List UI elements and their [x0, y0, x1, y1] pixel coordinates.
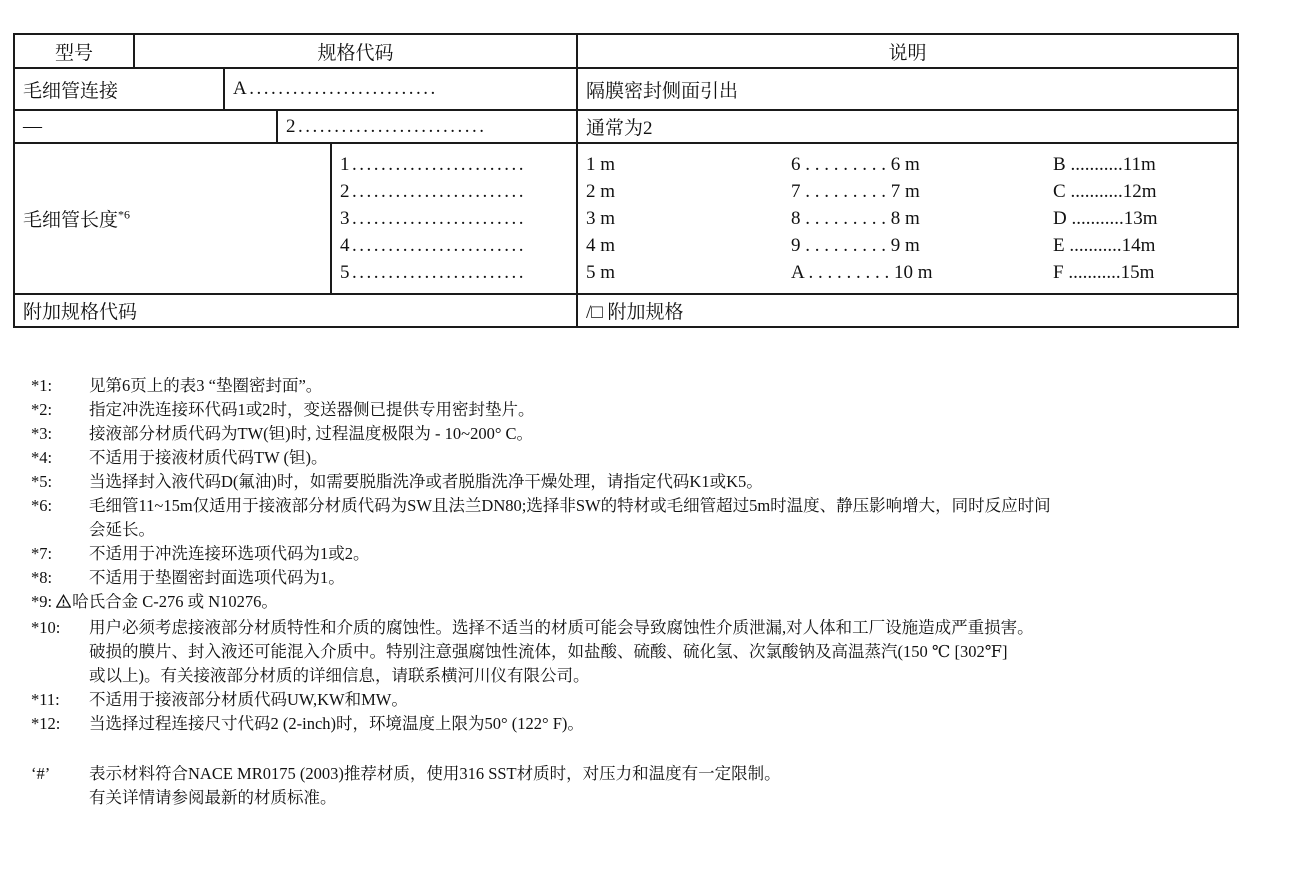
- footnote-12: *12: 当选择过程连接尺寸代码2 (2-inch)时，环境温度上限为50° (122° F)。: [13, 712, 1292, 736]
- footnote-6: *6: 毛细管11~15m仅适用于接液部分材质代码为SW且法兰DN80;选择非SW的特材或毛细管超过5m时温度、静压影响增大，同时反应时间 会延长。: [13, 494, 1292, 542]
- header-description: 说明: [577, 34, 1238, 68]
- footnote-label: *5:: [31, 472, 53, 491]
- length-col-6-10m: 6 . . . . . . . . . 6 m 7 . . . . . . . . . 7 m 8 . . . . . . . . . 8 m 9 . . . . . . . . . 9 m A . . . . . . . . . 10 m: [791, 154, 933, 283]
- footnote-label: *7:: [31, 544, 53, 563]
- cell-description: /□ 附加规格: [577, 294, 1238, 327]
- footnote-label: *3:: [31, 424, 53, 443]
- warning-icon: [56, 592, 71, 616]
- footnote-9: *9: 哈氏合金 C-276 或 N10276。: [13, 590, 1292, 616]
- footnote-4: *4: 不适用于接液材质代码TW (钽)。: [13, 446, 1292, 470]
- footnote-label: *12:: [31, 714, 61, 733]
- footnote-3: *3: 接液部分材质代码为TW(钽)时, 过程温度极限为 - 10~200° C。: [13, 422, 1292, 446]
- hash-note-label: ‘#’: [31, 764, 51, 783]
- model-spec-table: [13, 33, 1239, 328]
- footnote-label: *8:: [31, 568, 53, 587]
- footnote-label: *11:: [31, 690, 60, 709]
- cell-model: 毛细管连接: [14, 68, 224, 110]
- footnote-label: *1:: [31, 376, 53, 395]
- footnote-ref-6: *6: [118, 207, 131, 222]
- footnote-11: *11: 不适用于接液部分材质代码UW,KW和MW。: [13, 688, 1292, 712]
- row-capillary-length: [14, 143, 1238, 294]
- footnote-2: *2: 指定冲洗连接环代码1或2时，变送器侧已提供专用密封垫片。: [13, 398, 1292, 422]
- cell-codes: [331, 143, 577, 294]
- header-model: 型号: [14, 34, 134, 68]
- footnote-label: *9:: [31, 592, 53, 611]
- length-col-11-15m: B ...........11m C ...........12m D ...........13m E ...........14m F ...........15m: [1053, 154, 1158, 283]
- footnote-label: *10:: [31, 618, 61, 637]
- footnote-8: *8: 不适用于垫圈密封面选项代码为1。: [13, 566, 1292, 590]
- row-optional-spec: [14, 294, 1238, 327]
- length-description-columns: [586, 151, 1229, 286]
- code-line: 3........................: [340, 208, 526, 229]
- footnote-5: *5: 当选择封入液代码D(氟油)时，如需要脱脂洗净或者脱脂洗净干燥处理，请指定代码K1或K5。: [13, 470, 1292, 494]
- cell-code: A..........................: [224, 68, 577, 110]
- cell-description: [577, 143, 1238, 294]
- code-line: 5........................: [340, 262, 526, 283]
- footnote-label: *6:: [31, 496, 53, 515]
- length-col-1-5m: 1 m 2 m 3 m 4 m 5 m: [586, 154, 616, 283]
- cell-model: 附加规格代码: [14, 294, 577, 327]
- footnote-10: *10: 用户必须考虑接液部分材质特性和介质的腐蚀性。选择不适当的材质可能会导致腐蚀性介质泄漏,对人体和工厂设施造成严重损害。 破损的膜片、封入液还可能混入介质中。特别注意强腐蚀性流体，如盐酸、硫酸、硫化氢、次氯酸钠及高温蒸汽(150 ℃ [302℉] 或以上)。有关接液部分材质的详细信息，请联系横河川仪有限公司。: [13, 616, 1292, 688]
- cell-description: 隔膜密封侧面引出: [577, 68, 1238, 110]
- footnote-7: *7: 不适用于冲洗连接环选项代码为1或2。: [13, 542, 1292, 566]
- footnote-label: *4:: [31, 448, 53, 467]
- code-line: 4........................: [340, 235, 526, 256]
- code-line: 2........................: [340, 181, 526, 202]
- cell-model: —: [14, 110, 277, 143]
- cell-model: 毛细管长度$^{*6}$: [14, 143, 331, 294]
- footnotes-section: [13, 374, 1292, 810]
- cell-code: 2..........................: [277, 110, 577, 143]
- footnote-1: *1: 见第6页上的表3 “垫圈密封面”。: [13, 374, 1292, 398]
- row-capillary-connection: [14, 68, 1238, 110]
- cell-description: 通常为2: [577, 110, 1238, 143]
- hash-material-note: ‘#’ 表示材料符合NACE MR0175 (2003)推荐材质，使用316 SST材质时，对压力和温度有一定限制。 有关详情请参阅最新的材质标准。: [13, 762, 1292, 810]
- code-line: 1........................: [340, 154, 526, 175]
- footnote-label: *2:: [31, 400, 53, 419]
- header-spec-code: 规格代码: [134, 34, 577, 68]
- row-dash: [14, 110, 1238, 143]
- table-header-row: [14, 34, 1238, 68]
